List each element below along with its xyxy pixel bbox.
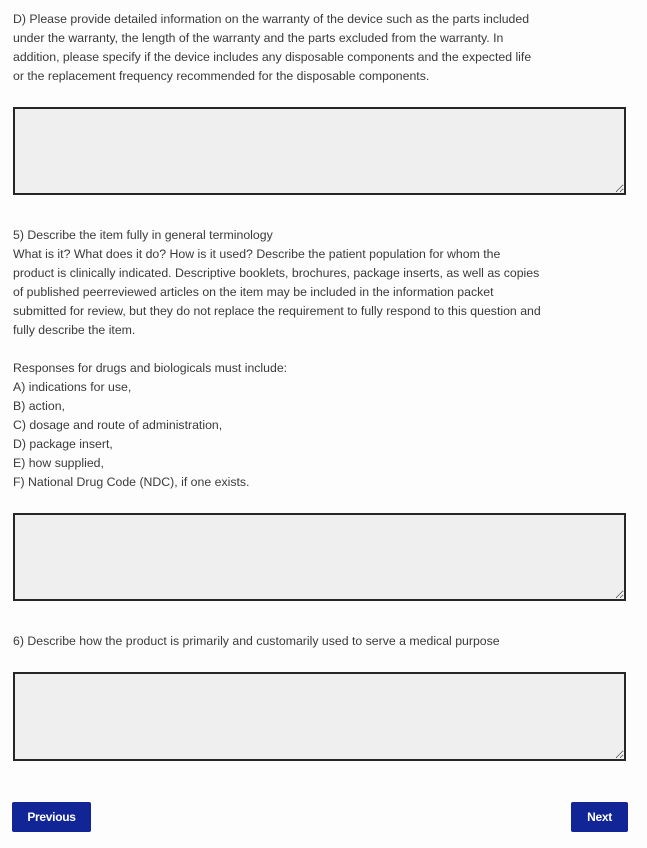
previous-button[interactable]: Previous: [12, 802, 91, 832]
question-d-line: under the warranty, the length of the warranty and the parts excluded from the warranty. In: [13, 31, 504, 45]
question-5-answer-textarea[interactable]: [13, 513, 626, 601]
question-d-line: or the replacement frequency recommended for the disposable components.: [13, 69, 430, 83]
question-5-text: [13, 226, 633, 492]
question-d-line: D) Please provide detailed information on the warranty of the device such as the parts included: [13, 12, 530, 26]
question-5-line: What is it? What does it do? How is it used? Describe the patient population for whom the: [13, 247, 501, 261]
drugs-list-item: F) National Drug Code (NDC), if one exists.: [13, 475, 250, 489]
question-5-line: of published peerreviewed articles on the item may be included in the information packet: [13, 285, 494, 299]
question-5-line: submitted for review, but they do not replace the requirement to fully respond to this question and: [13, 304, 541, 318]
drugs-list-item: E) how supplied,: [13, 456, 104, 470]
question-6-text: [13, 632, 633, 651]
question-5-line: product is clinically indicated. Descriptive booklets, brochures, package inserts, as well as copies: [13, 266, 540, 280]
drugs-list-item: A) indications for use,: [13, 380, 132, 394]
question-6-answer-textarea[interactable]: [13, 672, 626, 761]
drugs-list-item: D) package insert,: [13, 437, 113, 451]
next-button[interactable]: Next: [571, 802, 628, 832]
drugs-list-item: C) dosage and route of administration,: [13, 418, 223, 432]
question-d-text: [13, 10, 633, 86]
drugs-list-item: B) action,: [13, 399, 65, 413]
question-5-line: fully describe the item.: [13, 323, 136, 337]
question-5-title: 5) Describe the item fully in general terminology: [13, 228, 273, 242]
question-6-title: 6) Describe how the product is primarily and customarily used to serve a medical purpose: [13, 634, 500, 648]
question-d-answer-textarea[interactable]: [13, 107, 626, 195]
question-d-line: addition, please specify if the device includes any disposable components and the expected life: [13, 50, 532, 64]
drugs-heading: Responses for drugs and biologicals must include:: [13, 361, 288, 375]
